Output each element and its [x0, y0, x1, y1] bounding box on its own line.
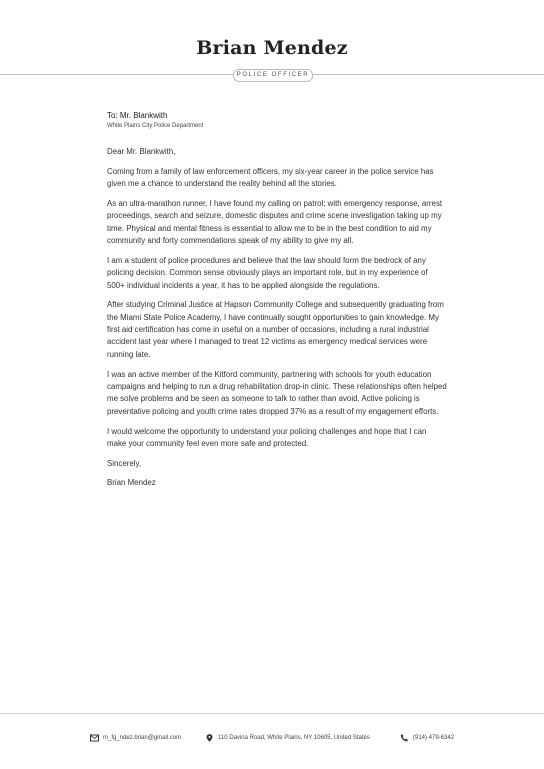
contact-footer [0, 734, 544, 748]
phone-text: (914) 479-6342 [413, 735, 455, 741]
letter-body [107, 146, 447, 497]
envelope-icon [90, 734, 99, 742]
letter-paragraph: Coming from a family of law enforcement officers, my six-year career in the police service has given me a chance to understand the reality behind all the stories. [107, 166, 434, 189]
recipient-name: To: Mr. Blankwith [107, 111, 168, 120]
job-title-badge: POLICE OFFICER [233, 69, 313, 82]
footer-divider [0, 713, 544, 714]
signature: Brian Mendez [107, 478, 156, 488]
letter-paragraph: I am a student of police procedures and believe that the law should form the bedrock of any policing decision. Common sense obviously plays an important role, but in my experience of 500+ individual incidents a year, it has to be applied alongside the regulations. [107, 255, 428, 290]
recipient-block [107, 110, 203, 131]
address-text: 110 Davina Road, White Plains, NY 10605, United States [218, 735, 370, 741]
closing: Sincerely, [107, 458, 142, 468]
address-contact [205, 734, 370, 742]
email-contact[interactable] [90, 734, 181, 742]
map-pin-icon [205, 734, 214, 742]
phone-icon [400, 734, 409, 742]
letter-paragraph: I would welcome the opportunity to understand your policing challenges and hope that I can make your community feel even more safe and protected. [107, 426, 427, 448]
email-text: m_fg_ndez.brian@gmail.com [103, 735, 182, 741]
letter-paragraph: I was an active member of the Kitford community, partnering with schools for youth education campaigns and helping to run a drug rehabilitation drop-in clinic. These relationships often helped me solve problems and be seen as someone to talk to rather than avoid. Active policing is preventative policing and youth crime rates dropped 37% as a result of my engagement efforts. [107, 369, 447, 416]
applicant-name: Brian Mendez [196, 37, 348, 59]
salutation: Dear Mr. Blankwith, [107, 147, 176, 156]
letter-paragraph: After studying Criminal Justice at Hapson Community College and subsequently graduating from the Miami State Police Academy, I have continually sought opportunities to gain knowledge. My first aid certification has come in useful on a number of occasions, including a rural industrial accident last year where I managed to treat 12 victims as emergency medical services were running late. [107, 300, 444, 359]
letter-paragraph: As an ultra-marathon runner, I have found my calling on patrol; with emergency response, arrest proceedings, search and seizure, domestic disputes and crime scene investigation taking up my time. Physical and mental fitness is essential to allow me to be in the best condition to aid my community and forty commendations speak of my ability to give my all. [107, 198, 443, 246]
phone-contact[interactable] [400, 734, 454, 742]
recipient-organization: White Plains City Police Department [107, 123, 204, 129]
